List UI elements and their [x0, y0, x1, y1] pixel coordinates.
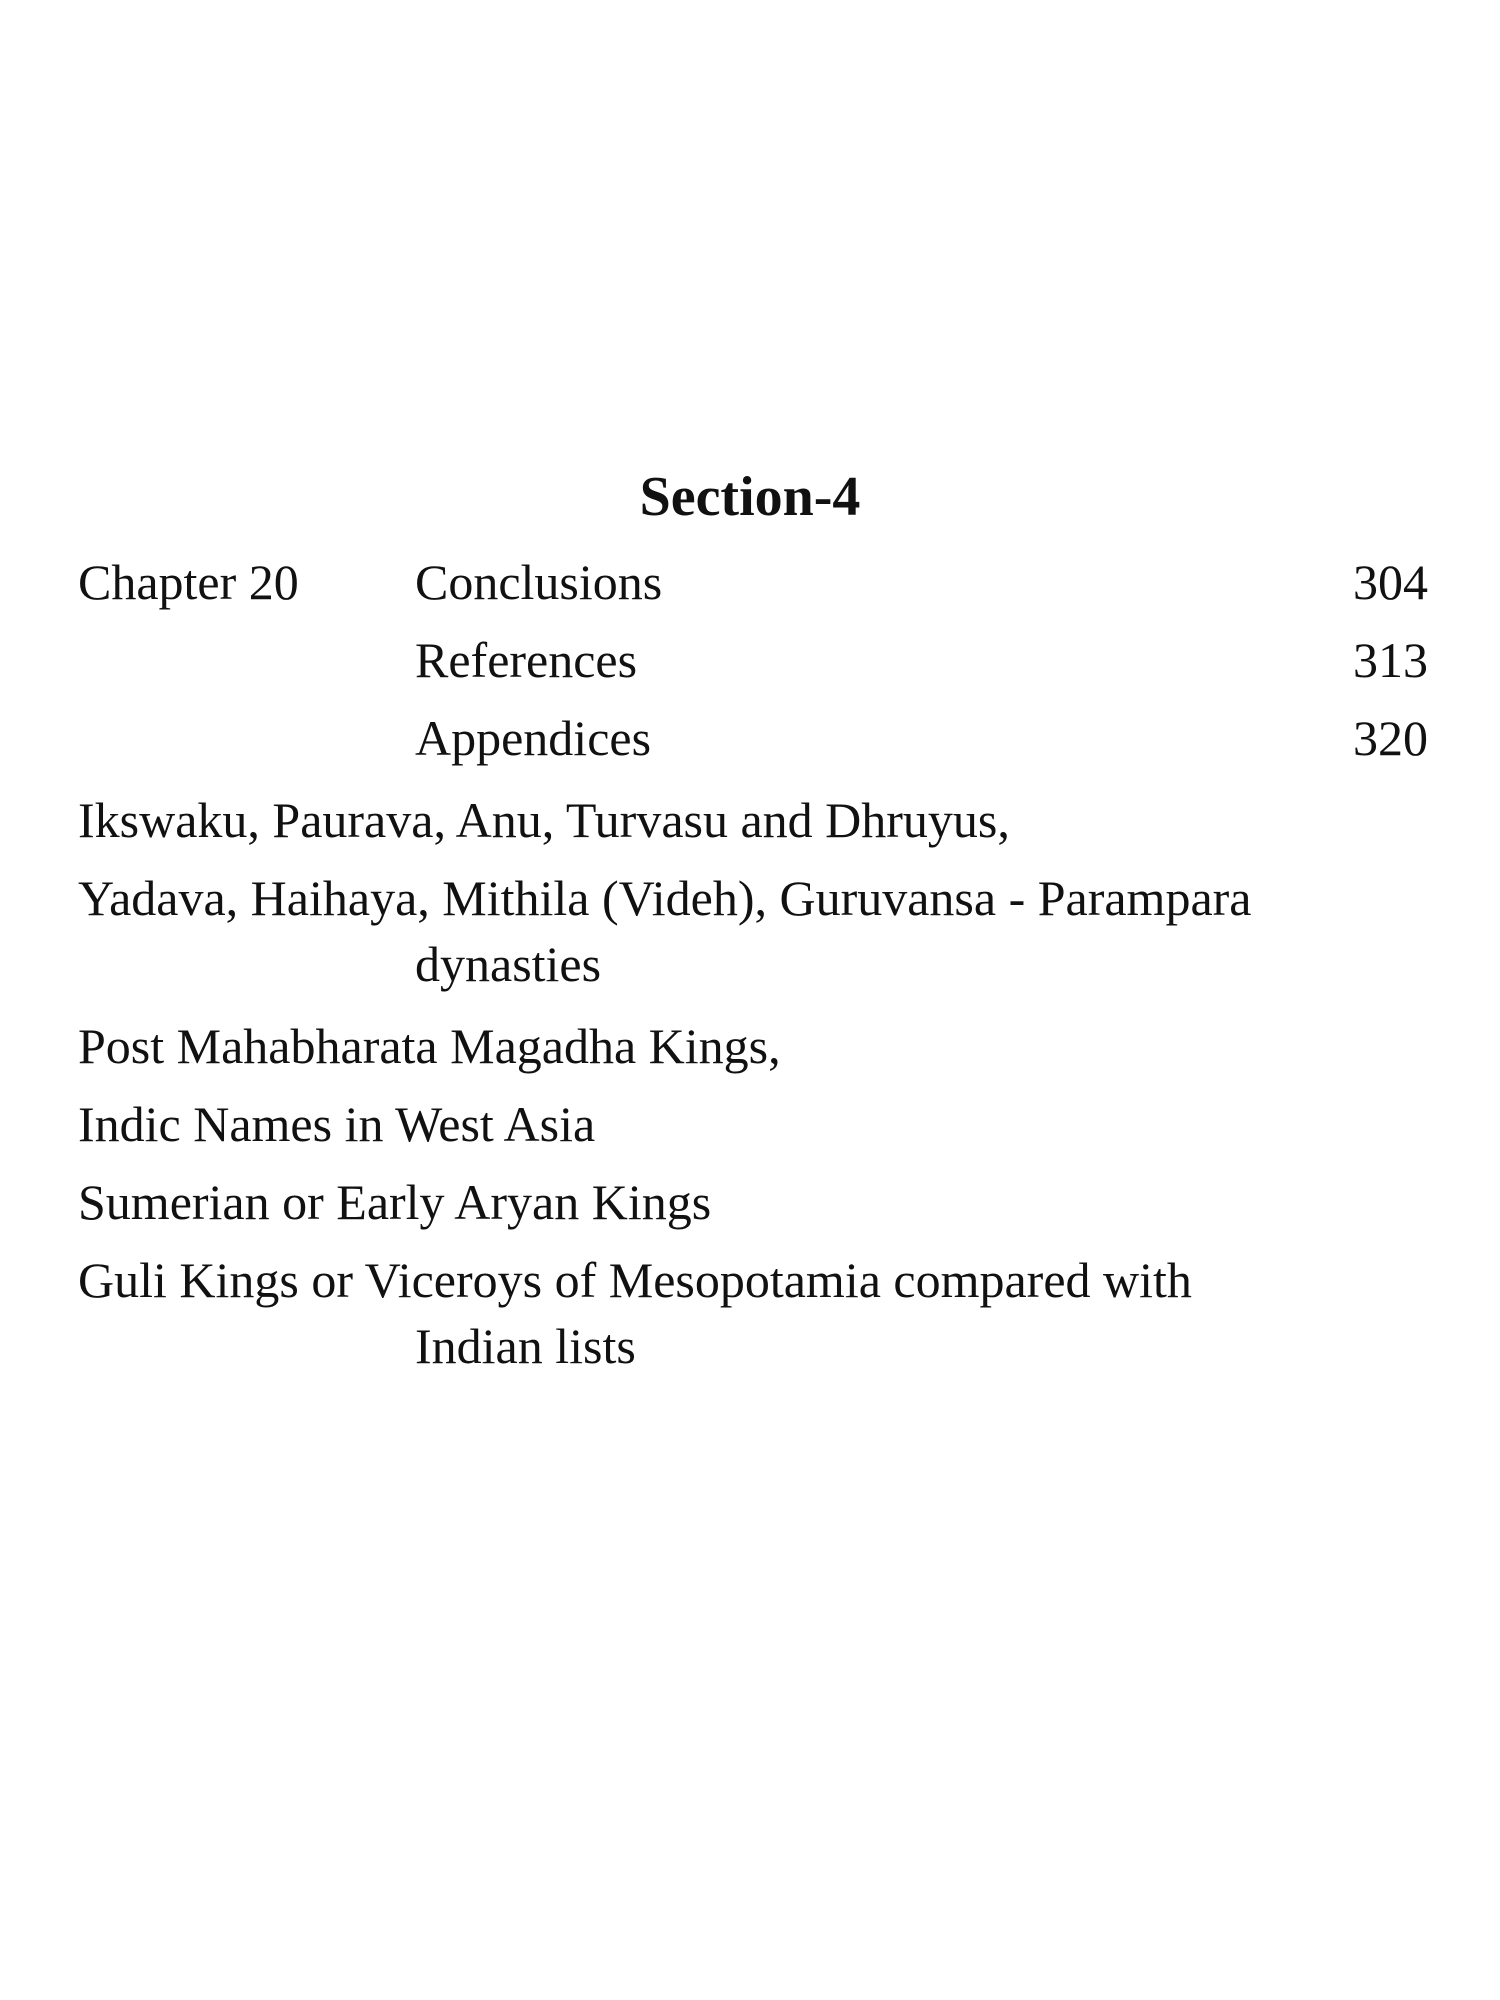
toc-page-number: 320: [1353, 710, 1428, 766]
appendix-item: Yadava, Haihaya, Mithila (Videh), Guruvansa - Parampara: [78, 870, 1252, 926]
toc-entry: [0, 546, 1500, 618]
toc-page-number: 313: [1353, 632, 1428, 688]
toc-page-number: 304: [1353, 554, 1428, 610]
toc-entry: [0, 624, 1500, 696]
toc-chapter-label: Chapter 20: [78, 554, 299, 610]
appendix-item: Guli Kings or Viceroys of Mesopotamia compared with: [78, 1252, 1192, 1308]
toc-entry-title: Appendices: [415, 710, 652, 766]
appendix-item-continuation: Indian lists: [415, 1318, 636, 1374]
toc-entry-title: Conclusions: [415, 554, 663, 610]
toc-entry-title: References: [415, 632, 638, 688]
appendix-item: Indic Names in West Asia: [78, 1096, 596, 1152]
section-heading: Section-4: [639, 466, 861, 528]
appendix-item-continuation: dynasties: [415, 936, 602, 992]
toc-entry: [0, 702, 1500, 774]
appendix-item: Post Mahabharata Magadha Kings,: [78, 1018, 781, 1074]
appendix-item: Ikswaku, Paurava, Anu, Turvasu and Dhruyus,: [78, 792, 1010, 848]
appendix-item: Sumerian or Early Aryan Kings: [78, 1174, 712, 1230]
